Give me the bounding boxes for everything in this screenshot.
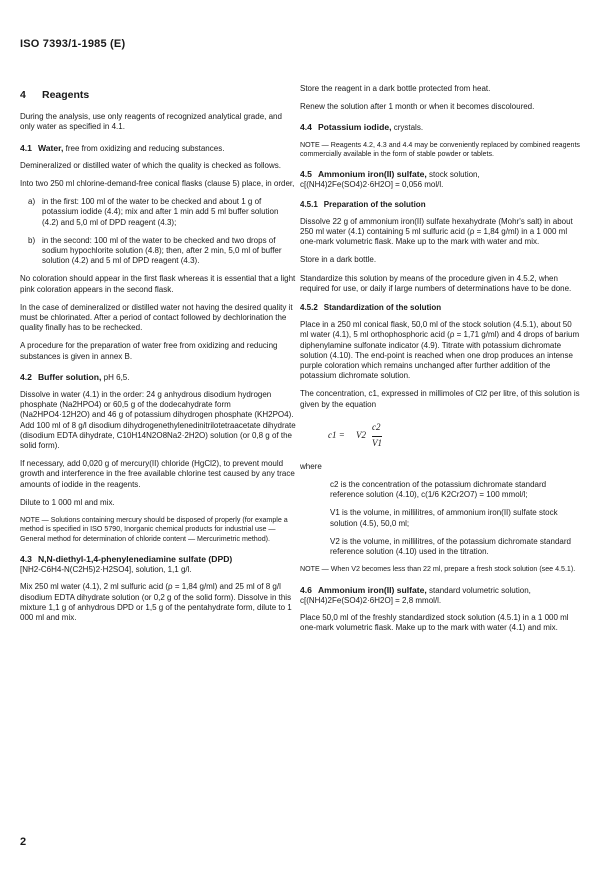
subsection-number: 4.6 xyxy=(300,584,312,595)
subsection-title: Ammonium iron(II) sulfate, xyxy=(317,169,427,180)
paragraph: Dissolve 22 g of ammonium iron(II) sulfate hexahydrate (Mohr's salt) in about 250 ml water (4.1) containing 5 ml sulfuric acid (ρ = 1,84 g/ml) in a 1 000 ml one-mark volumetric flask. Make up to the mark with water and mix. xyxy=(300,216,573,247)
fraction-bar xyxy=(372,436,382,437)
paragraph: If necessary, add 0,020 g of mercury(II) chloride (HgCl2), to prevent mould growth and interference in the free available chlorine test caused by any trace amounts of iodide in the reagents. xyxy=(20,459,295,489)
paragraph: Into two 250 ml chlorine-demand-free conical flasks (clause 5) place, in order, xyxy=(20,179,295,189)
paragraph: The concentration, c1, expressed in millimoles of Cl2 per litre, of this solution is given by the equation xyxy=(300,389,580,409)
paragraph: Demineralized or distilled water of which the quality is checked as follows. xyxy=(20,160,282,170)
note: NOTE — Reagents 4.2, 4.3 and 4.4 may be conveniently replaced by combined reagents commercially available in the form of stable powder or tablets. xyxy=(300,140,580,158)
paragraph: During the analysis, use only reagents of recognized analytical grade, and only water as specified in 4.1. xyxy=(20,112,282,132)
document-header: ISO 7393/1-1985 (E) xyxy=(20,38,126,50)
paragraph: Store the reagent in a dark bottle protected from heat. xyxy=(300,84,491,93)
equation-denominator: V1 xyxy=(372,437,382,448)
section-title: Reagents xyxy=(42,89,90,101)
subsection-heading xyxy=(300,122,582,133)
list-item-text: in the second: 100 ml of the water to be checked and two drops of sodium hypochlorite solution (4.8); then, after 2 min, 5,0 ml of buffer solution (4.2) and 5 ml of DPD reagent (4.3). xyxy=(42,235,282,266)
subsubsection-title: Preparation of the solution xyxy=(323,199,426,209)
definition: V2 is the volume, in millilitres, of the potassium dichromate standard reference solution (4.10) used in the titration. xyxy=(330,536,571,557)
paragraph: Renew the solution after 1 month or when it becomes discoloured. xyxy=(300,102,535,112)
subsubsection-number: 4.5.1 xyxy=(300,199,318,209)
definition: c2 is the concentration of the potassium dichromate standard reference solution (4.10), c(1/6 K2Cr2O7) = 100 mmol/l; xyxy=(330,480,547,500)
note: NOTE — When V2 becomes less than 22 ml, prepare a fresh stock solution (see 4.5.1). xyxy=(300,565,576,574)
subsection-title: N,N-diethyl-1,4-phenylenediamine sulfate (DPD) xyxy=(37,553,233,564)
paragraph: Place 50,0 ml of the freshly standardized stock solution (4.5.1) in a 1 000 ml one-mark volumetric flask. Make up to the mark with water (4.1) and mix. xyxy=(300,612,569,633)
subsection-number: 4.5 xyxy=(300,169,312,180)
paragraph: A procedure for the preparation of water free from oxidizing and reducing substances is given in annex B. xyxy=(20,341,278,361)
paragraph: In the case of demineralized or distilled water not having the desired quality it must be chlorinated. After a period of contact followed by dechlorination the quality finally has to be rechecked. xyxy=(20,302,293,333)
list-item xyxy=(20,197,296,228)
left-column xyxy=(20,90,296,631)
subsection-title: Ammonium iron(II) sulfate, xyxy=(317,584,427,595)
subsection-heading xyxy=(20,372,296,383)
paragraph: Place in a 250 ml conical flask, 50,0 ml of the stock solution (4.5.1), about 50 ml water (4.1), 5 ml orthophosphoric acid (ρ = 1,71 g/ml) and 4 drops of barium diphenylamine sulfonate indicator (4.9). Titrate with potassium dichromate solution (4.10). The end-point is reached when one drop produces an intense purple coloration which remains unchanged after further addition of the potassium dichromate solution. xyxy=(300,320,580,381)
equation xyxy=(328,418,582,454)
paragraph: No coloration should appear in the first flask whereas it is essential that a light pink coloration appears in the second flask. xyxy=(20,274,296,294)
subsection-heading xyxy=(300,585,582,606)
subsection-number: 4.1 xyxy=(20,142,32,153)
subsection-title: Potassium iodide, xyxy=(317,122,392,133)
paragraph: Mix 250 ml water (4.1), 2 ml sulfuric acid (ρ = 1,84 g/ml) and 25 ml of 8 g/l disodium EDTA dihydrate solution (or 0,2 g of the solid form). Dissolve in this mixture 1,1 g of anhydrous DPD or 1,5 g of the pentahydrate form, dilute to 1 000 ml and mix. xyxy=(20,582,292,622)
subsection-number: 4.3 xyxy=(20,553,32,564)
paragraph: Dissolve in water (4.1) in the order: 24 g anhydrous disodium hydrogen phosphate (Na2HPO4) or 60,5 g of the dodecahydrate form (Na2HPO4·12H2O) and 46 g of potassium dihydrogen phosphate (KH2PO4). Add 100 ml of 8 g/l disodium dihydrogenethylenedinitrilotetraacetate dihydrate (disodium EDTA dihydrate, C10H14N2O8Na2·2H2O) solution (or 0,8 g of the solid form). xyxy=(20,390,296,451)
list-item xyxy=(20,236,296,267)
section-number: 4 xyxy=(20,89,26,101)
paragraph: Standardize this solution by means of the procedure given in 4.5.2, when required for use, or daily if large numbers of determinations have to be done. xyxy=(300,273,572,293)
subsection-formula: [NH2-C6H4-N(C2H5)2·H2SO4], solution, 1,1 g/l. xyxy=(20,565,192,575)
subsection-rest: pH 6,5. xyxy=(101,372,130,382)
subsection-title: Water, xyxy=(37,142,64,153)
paragraph: Dilute to 1 000 ml and mix. xyxy=(20,497,115,507)
subsection-rest: standard volumetric solution, c[(NH4)2Fe(SO4)2·6H2O] = 2,8 mmol/l. xyxy=(300,585,531,605)
section-heading xyxy=(20,90,296,100)
paragraph: Store in a dark bottle. xyxy=(300,255,377,265)
subsection-formula: c[(NH4)2Fe(SO4)2·6H2O] = 0,056 mol/l. xyxy=(300,180,444,190)
subsection-heading xyxy=(20,554,296,575)
subsubsection-number: 4.5.2 xyxy=(300,303,318,313)
right-column xyxy=(300,84,582,641)
subsection-number: 4.2 xyxy=(20,371,32,382)
subsection-heading xyxy=(300,169,582,190)
equation-v2: V2 xyxy=(356,429,366,440)
paragraph: where xyxy=(300,461,322,471)
note: NOTE — Solutions containing mercury should be disposed of properly (for example a method is specified in ISO 5790, Inorganic chemical products for industrial use — General method for determination of chloride content — Mercurimetric method). xyxy=(20,516,288,543)
subsection-rest: crystals. xyxy=(391,123,424,133)
subsection-heading xyxy=(20,143,296,154)
subsection-title: Buffer solution, xyxy=(37,371,102,382)
subsubsection-heading xyxy=(300,303,582,313)
list-item-text: in the first: 100 ml of the water to be checked and about 1 g of potassium iodide (4.4); mix and after 1 min add 5 ml buffer solution (4.2) and 5,0 ml of DPD reagent (4.3); xyxy=(42,197,279,227)
list-item-label: b) xyxy=(28,235,36,245)
subsection-rest: stock solution, xyxy=(426,170,480,180)
subsection-rest: free from oxidizing and reducing substances. xyxy=(63,143,225,153)
subsubsection-title: Standardization of the solution xyxy=(323,303,442,313)
definition: V1 is the volume, in millilitres, of ammonium iron(II) sulfate stock solution (4.5), 50,0 ml; xyxy=(330,508,558,528)
page-number: 2 xyxy=(20,836,27,848)
subsection-number: 4.4 xyxy=(300,122,312,133)
equation-lhs: c1 = xyxy=(328,429,345,440)
equation-numerator: c2 xyxy=(372,421,381,432)
list-item-label: a) xyxy=(28,197,36,207)
subsubsection-heading xyxy=(300,200,582,210)
